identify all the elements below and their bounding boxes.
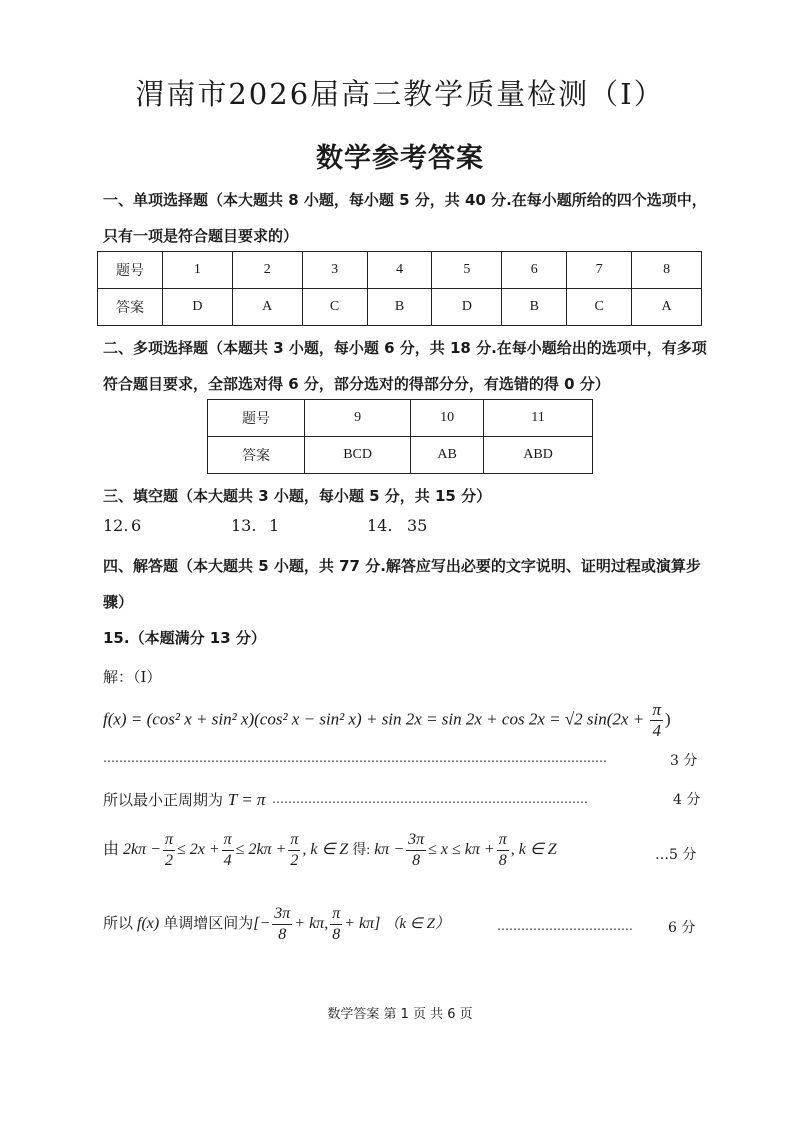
question-cell: 10 [411,400,484,437]
question-cell: 8 [632,252,702,289]
question-cell: 9 [305,400,411,437]
table-row [98,252,702,289]
answer-cell: A [632,289,702,326]
q15-heading: 15.（本题满分 13 分） [103,629,266,647]
answer-cell: D [163,289,233,326]
section1-heading-line2: 只有一项是符合题目要求的） [103,227,299,245]
dotted-leader: ……………………………………………………………………. [272,792,588,806]
question-cell: 11 [484,400,593,437]
increasing-interval-line: 所以 f(x) 单调增区间为[− $\frac{3\pi}{8}$ + kπ, $\frac{\pi}{8}$ + kπ] （k ∈ Z） [103,905,450,943]
dotted-leader: ……………………………………………………………………………………………………………… [103,751,607,765]
fraction: $\frac{\pi}{2}$ [290,831,299,869]
question-cell: 6 [502,252,567,289]
question-cell: 5 [432,252,502,289]
multi-choice-table [207,399,593,474]
row-label: 题号 [208,400,305,437]
page-subtitle: 数学参考答案 [316,143,484,174]
answer-cell: D [432,289,502,326]
fraction: $\frac{\pi}{4}$ [652,700,661,740]
answer-cell: B [367,289,432,326]
blank-answer: 35 [407,516,428,535]
solution-label: 解：（Ⅰ） [103,668,162,686]
section2-heading-line2: 符合题目要求，全部选对得 6 分，部分选对的得部分分，有选错的得 0 分） [103,375,610,393]
table-row [98,289,702,326]
single-choice-table [97,251,702,326]
row-label: 答案 [98,289,163,326]
blank-number: 12. [103,516,129,535]
answer-cell: BCD [305,437,411,474]
section4-heading-line2: 骤） [103,593,134,611]
fraction: $\frac{\pi}{8}$ [498,831,507,869]
equation-1: f(x) = (cos² x + sin² x)(cos² x − sin² x) + sin 2x = sin 2x + cos 2x = √2 sin(2x + $\frac{\pi}{4}$ ) [103,700,671,740]
answer-cell: C [302,289,367,326]
fraction: $\frac{\pi}{8}$ [332,905,341,943]
period-line: 所以最小正周期为 T = π [103,790,266,809]
fraction: $\frac{3\pi}{8}$ [408,831,425,869]
section4-heading-line1: 四、解答题（本大题共 5 小题，共 77 分.解答应写出必要的文字说明、证明过程或演算步 [103,557,701,575]
question-cell: 4 [367,252,432,289]
blank-answer: 1 [269,516,280,535]
score-mark: 3 分 [670,753,698,769]
page-footer: 数学答案 第 1 页 共 6 页 [327,1007,473,1022]
answer-cell: AB [411,437,484,474]
answer-cell: B [502,289,567,326]
answer-cell: A [232,289,302,326]
blank-number: 13. [231,516,257,535]
score-mark: 6 分 [668,920,696,936]
section2-heading-line1: 二、多项选择题（本题共 3 小题，每小题 6 分，共 18 分.在每小题给出的选项中，有多项 [103,339,707,357]
fraction: $\frac{3\pi}{8}$ [274,905,291,943]
answer-cell: C [567,289,632,326]
question-cell: 1 [163,252,233,289]
fraction: $\frac{\pi}{4}$ [223,831,232,869]
section3-heading: 三、填空题（本大题共 3 小题，每小题 5 分，共 15 分） [103,487,492,505]
answer-cell: ABD [484,437,593,474]
score-mark: 4 分 [673,792,701,808]
score-mark: …5 分 [655,847,697,863]
row-label: 答案 [208,437,305,474]
question-cell: 3 [302,252,367,289]
question-cell: 2 [232,252,302,289]
equation-1-text: f(x) = (cos² x + sin² x)(cos² x − sin² x) + sin 2x = sin 2x + cos 2x = √2 sin(2x + [103,709,649,729]
blank-answer: 6 [131,516,142,535]
row-label: 题号 [98,252,163,289]
dotted-leader: ……………………………. [497,919,633,933]
page-title: 渭南市2026届高三教学质量检测（Ⅰ） [135,77,665,111]
blank-number: 14. [367,516,393,535]
question-cell: 7 [567,252,632,289]
table-row [208,400,593,437]
fraction: $\frac{\pi}{2}$ [164,831,173,869]
section1-heading-line1: 一、单项选择题（本大题共 8 小题，每小题 5 分，共 40 分.在每小题所给的四个选项中， [103,191,707,209]
table-row [208,437,593,474]
interval-derivation: 由 2kπ − $\frac{\pi}{2}$ ≤ 2x + $\frac{\pi}{4}$ ≤ 2kπ + $\frac{\pi}{2}$ , k ∈ Z 得: kπ − $\frac{3\pi}{8}$ ≤ x ≤ kπ + $\frac{\pi}{8}$ , k ∈ Z [103,831,557,869]
